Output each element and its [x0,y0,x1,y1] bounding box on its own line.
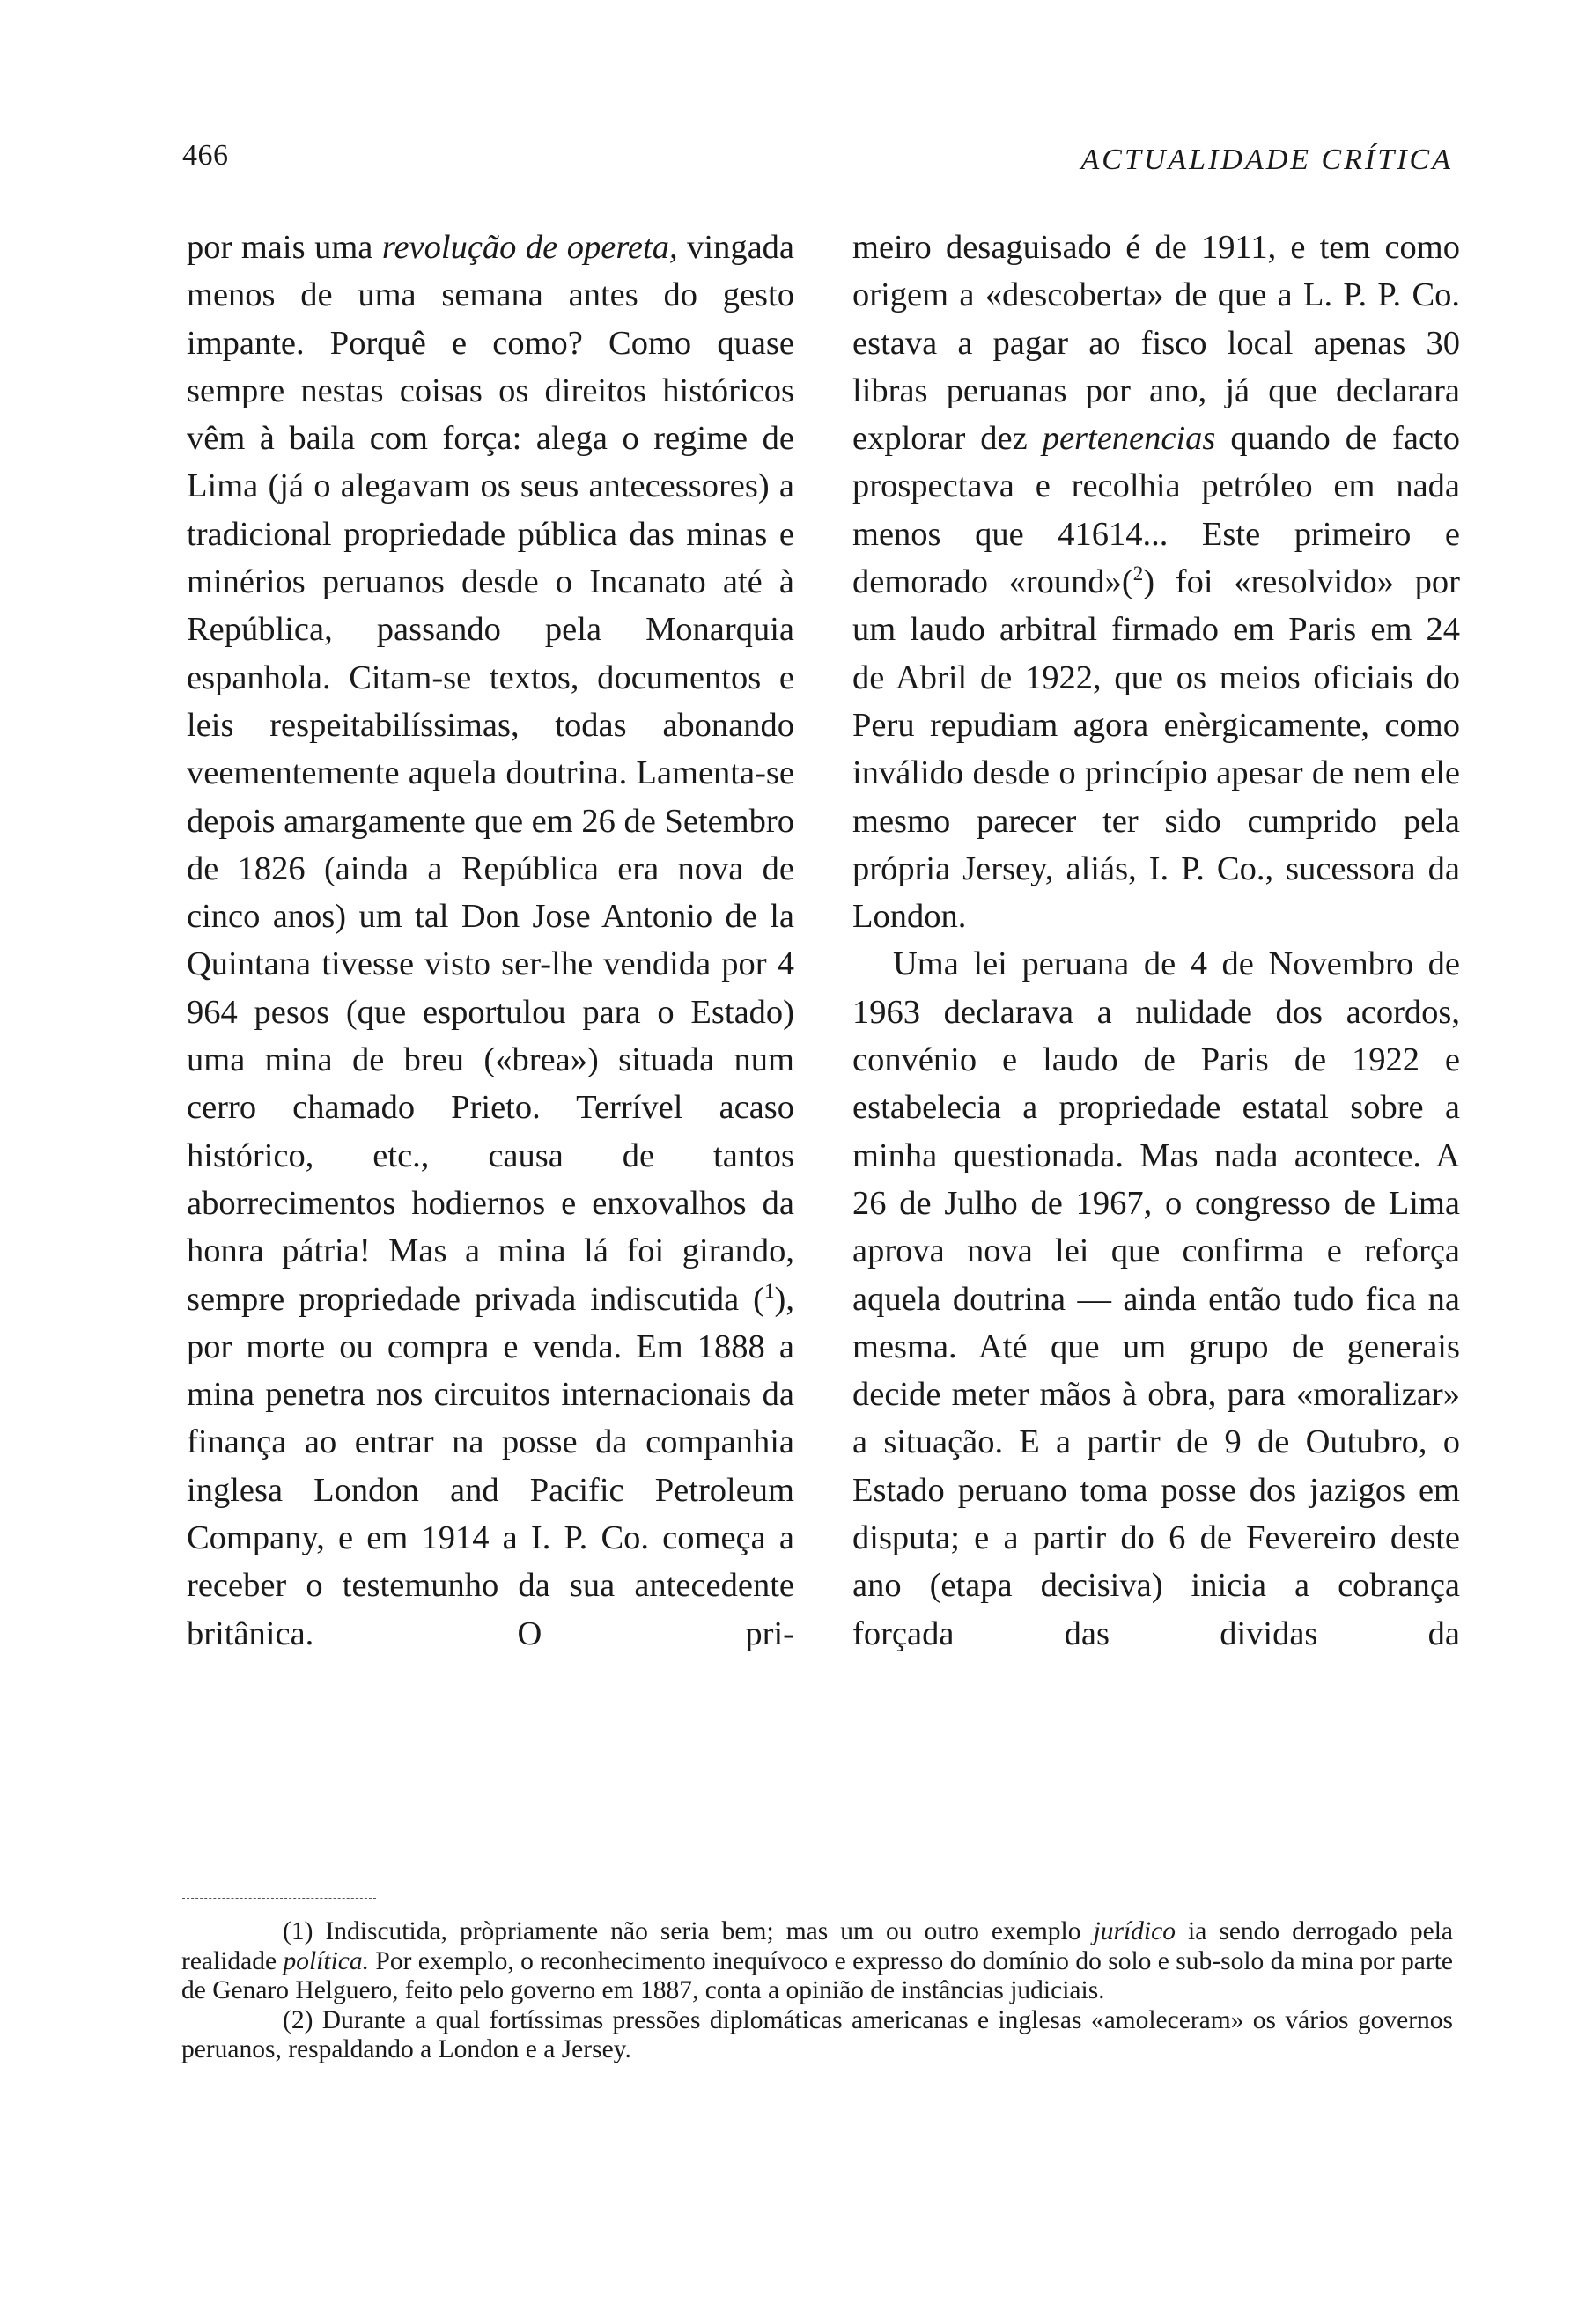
italic-word: pertenencias [1042,420,1216,458]
text-run: ia sendo derrogado pela realidade [181,1917,1453,1975]
footnote-2 [181,2006,1453,2065]
italic-phrase: revolução de opereta, [381,229,678,266]
text-run: por mais uma [187,229,382,266]
italic-word: política. [283,1946,370,1975]
italic-word: jurídico [1093,1917,1176,1945]
page-number: 466 [182,139,229,172]
text-run: Durante a qual fortíssimas pressões diplomáticas americanas e inglesas «amoleceram» os vários governos peruanos, respaldando a London e a Jersey. [181,2005,1453,2063]
left-paragraph-1 [187,224,794,1658]
text-run: ), por morte ou compra e venda. Em 1888 a mina penetra nos circuitos internacionais da finança ao entrar na posse da companhia inglesa London and Pacific Petroleum Company, e em 1914 a I. P. Co. começa a receber o testemunho da sua antecedente britânica. O pri- [187,1280,794,1652]
text-run: quando de facto prospectava e recolhia petróleo em nada menos que 41614... Este primeiro e demorado «round»( [852,420,1460,601]
footnote-ref-1: 1 [764,1278,775,1302]
footnote-1-mark: (1) [283,1917,313,1945]
left-column [187,224,794,1658]
right-paragraph-1 [852,224,1460,940]
running-head: ACTUALIDADE CRÍTICA [1080,143,1453,176]
footnotes [181,1917,1453,2065]
right-paragraph-2: Uma lei peruana de 4 de Novembro de 1963 declarava a nulidade dos acordos, convénio e laudo de Paris de 1922 e estabelecia a propriedade estatal sobre a minha questionada. Mas nada acontece. A 26 de Julho de 1967, o congresso de Lima aprova nova lei que confirma e reforça aquela doutrina — ainda então tudo fica na mesma. Até que um grupo de generais decide meter mãos à obra, para «moralizar» a situação. E a partir de 9 de Outubro, o Estado peruano toma posse dos jazigos em disputa; e a partir do 6 de Fevereiro deste ano (etapa decisiva) inicia a cobrança forçada das dividas da [852,945,1460,1652]
footnote-1 [181,1917,1453,2006]
footnote-2-mark: (2) [283,2005,313,2034]
footnote-ref-2: 2 [1132,562,1144,585]
text-run: ) foi «resolvido» por um laudo arbitral firmado em Paris em 24 de Abril de 1922, que os meios oficiais do Peru repudiam agora enèrgicamente, como inválido desde o princípio apesar de nem ele mesmo parecer ter sido cumprido pela própria Jersey, aliás, I. P. Co., sucessora da London. [852,563,1460,936]
text-run: Por exemplo, o reconhecimento inequívoco e expresso do domínio do solo e sub-solo da mina por parte de Genaro Helguero, feito pelo governo em 1887, conta a opinião de instâncias judiciais. [181,1946,1454,2004]
text-run: vingada menos de uma semana antes do gesto impante. Porquê e como? Como quase sempre nestas coisas os direitos históricos vêm à baila com força: alega o regime de Lima (já o alegavam os seus antecessores) a tradicional propriedade pública das minas e minérios peruanos desde o Incanato até à República, passando pela Monarquia espanhola. Citam-se textos, documentos e leis respeitabilíssimas, todas abonando veementemente aquela doutrina. Lamenta-se depois amargamente que em 26 de Setembro de 1826 (ainda a República era nova de cinco anos) um tal Don Jose Antonio de la Quintana tivesse visto ser-lhe vendida por 4 964 pesos (que esportulou para o Estado) uma mina de breu («brea») situada num cerro chamado Prieto. Terrível acaso histórico, etc., causa de tantos aborrecimentos hodiernos e enxovalhos da honra pátria! Mas a mina lá foi girando, sempre propriedade privada indiscutida ( [187,229,794,1318]
text-run: meiro desaguisado é de 1911, e tem como origem a «descoberta» de que a L. P. P. Co. estava a pagar ao fisco local apenas 30 libras peruanas por ano, já que declarara explorar dez [852,229,1460,458]
right-column [852,224,1460,1658]
footnote-rule [182,1898,376,1899]
text-run: Indiscutida, pròpriamente não seria bem; mas um ou outro exemplo [313,1917,1094,1945]
